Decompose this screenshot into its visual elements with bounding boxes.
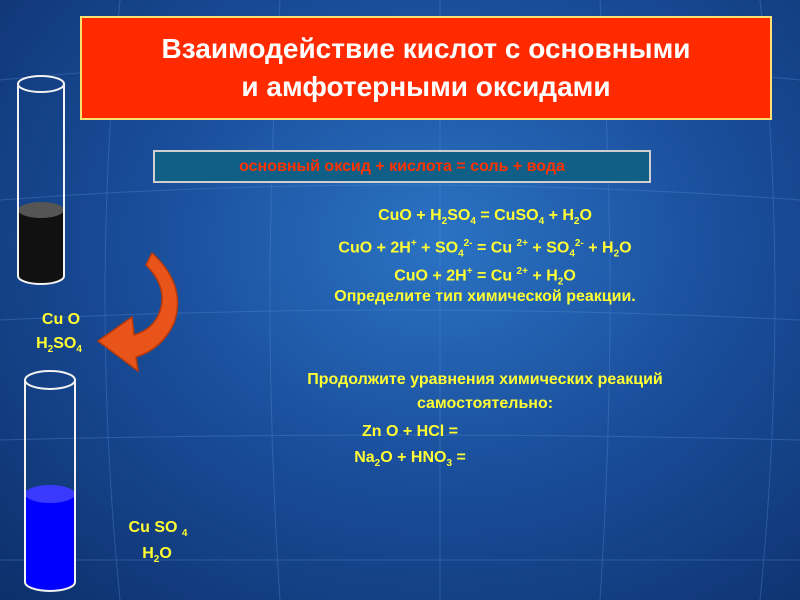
title-line-2: и амфотерными оксидами (241, 71, 611, 102)
question-text: Определите тип химической реакции. (334, 288, 636, 305)
equation-3: CuO + 2H+ = Cu $^{2+} + H_2O$ (394, 266, 576, 288)
label-h2so4: $H_2SO_4$ (36, 335, 82, 356)
test-tube-blue (16, 364, 84, 594)
task-line-1: Продолжите уравнения химических реакций (307, 371, 663, 388)
test-tube-dark (10, 70, 72, 290)
slide-title (80, 16, 772, 120)
equation-2: CuO + $2H^+ + SO_4^{2-} = Cu$ $^{2+} + SO_4^{2-} + H_2O$ (338, 238, 632, 260)
label-cuso4: Cu SO $_4$ (128, 519, 188, 540)
title-line-1: Взаимодействие кислот с основными (161, 33, 691, 64)
task-equation-2: $Na_2O + HNO_3$ = (354, 449, 466, 470)
label-cuo: Cu O (41, 311, 81, 328)
reaction-scheme: основный оксид + кислота = соль + вода (153, 150, 651, 183)
equation-1: CuO + $H_2SO_4$ = CuSO$_4$ + $H_2O$ (378, 207, 592, 228)
task-equation-1: Zn O + HCl = (361, 423, 458, 440)
curved-arrow-icon (92, 245, 192, 375)
label-h2o: $H_2O$ (142, 545, 172, 566)
task-line-2: самостоятельно: (416, 395, 554, 412)
